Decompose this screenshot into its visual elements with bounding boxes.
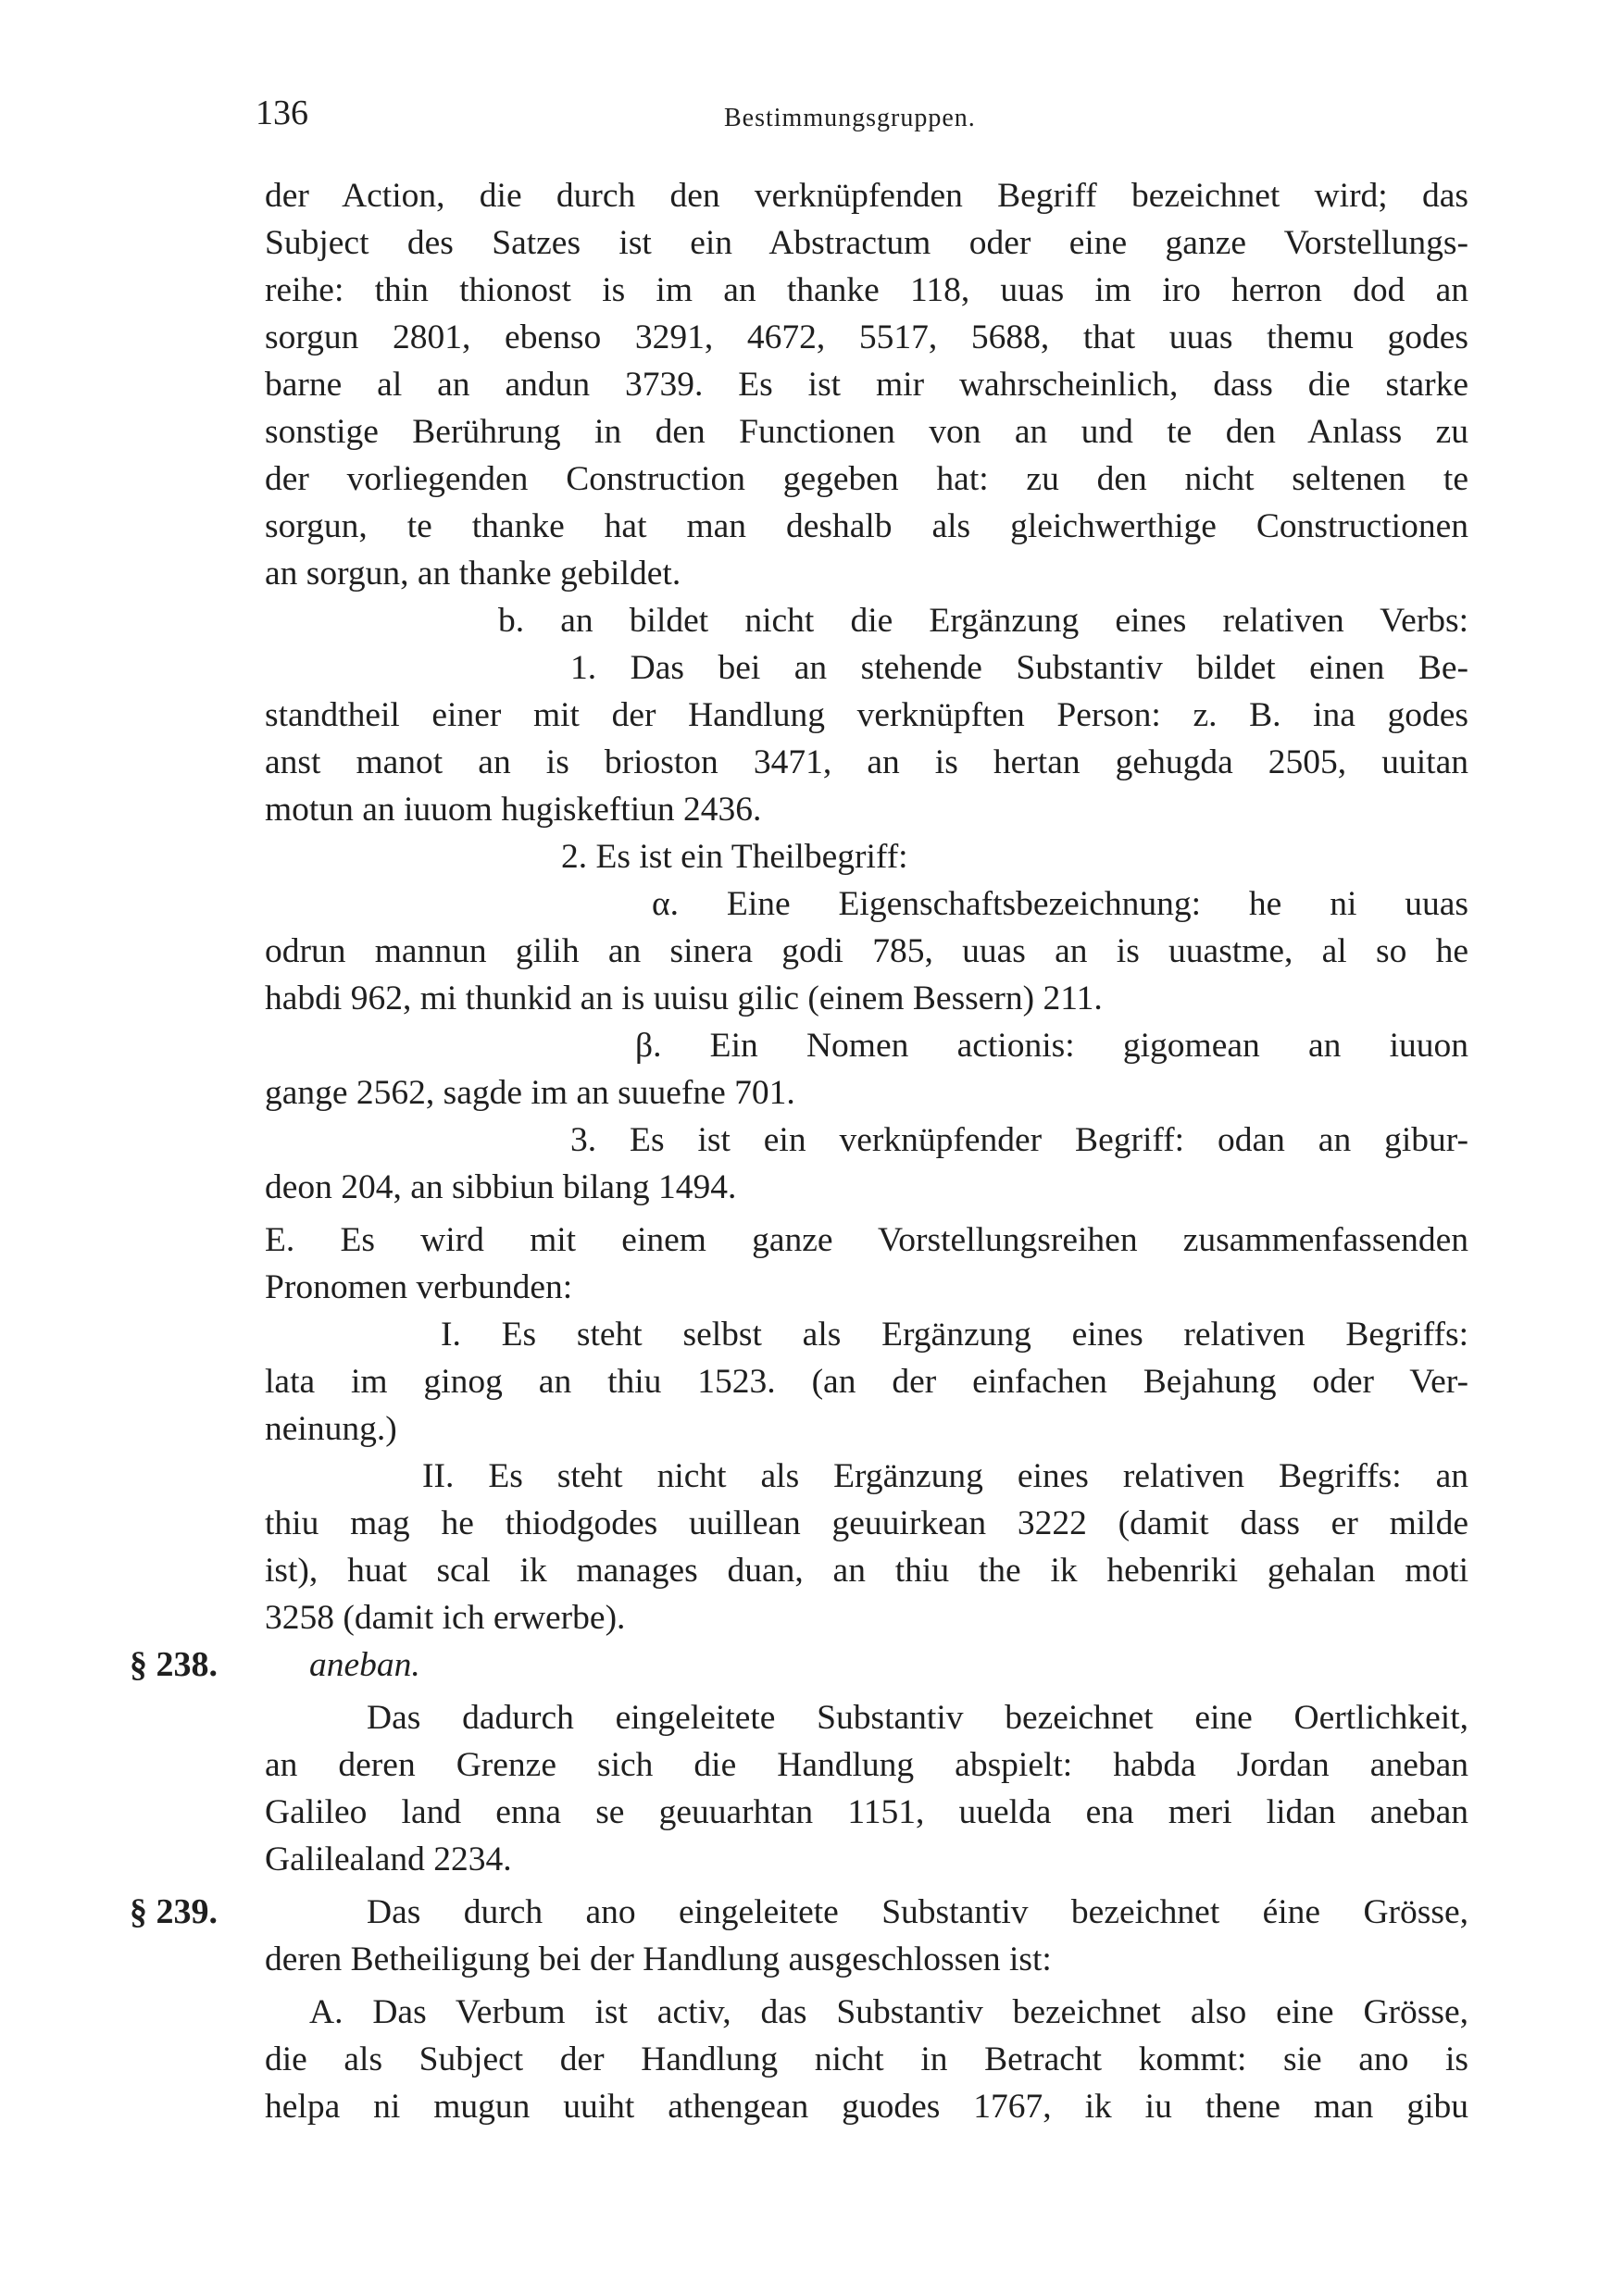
text-line: 2. Es ist ein Theilbegriff: bbox=[561, 838, 908, 876]
text-line: deon 204, an sibbiun bilang 1494. bbox=[265, 1168, 737, 1206]
text-line: Galileo land enna se geuuarhtan 1151, uuelda ena meri lidan aneban bbox=[265, 1793, 1468, 1831]
text-line: anst manot an is brioston 3471, an is hertan gehugda 2505, uuitan bbox=[265, 743, 1468, 781]
text-line: sonstige Berührung in den Functionen von an und te den Anlass zu bbox=[265, 413, 1468, 451]
text-line: motun an iuuom hugiskeftiun 2436. bbox=[265, 791, 762, 829]
text-line: sorgun, te thanke hat man deshalb als gleichwerthige Constructionen bbox=[265, 507, 1468, 545]
body-text bbox=[130, 172, 1468, 2130]
text-line: 3258 (damit ich erwerbe). bbox=[265, 1599, 626, 1637]
text-line: an deren Grenze sich die Handlung abspielt: habda Jordan aneban bbox=[265, 1746, 1468, 1784]
text-line: thiu mag he thiodgodes uuillean geuuirkean 3222 (damit dass er milde bbox=[265, 1504, 1468, 1542]
page-number: 136 bbox=[256, 94, 308, 132]
text-line: 1. Das bei an stehende Substantiv bildet einen Be- bbox=[570, 649, 1468, 687]
text-line: I. Es steht selbst als Ergänzung eines relativen Begriffs: bbox=[441, 1316, 1468, 1354]
text-line: barne al an andun 3739. Es ist mir wahrscheinlich, dass die starke bbox=[265, 366, 1468, 404]
text-line-content: Das durch ano eingeleitete Substantiv bezeichnet éine Grösse, bbox=[367, 1893, 1468, 1931]
text-line: der Action, die durch den verknüpfenden Begriff bezeichnet wird; das bbox=[265, 177, 1468, 215]
text-line: an sorgun, an thanke gebildet. bbox=[265, 555, 681, 593]
text-line: b. an bildet nicht die Ergänzung eines relativen Verbs: bbox=[498, 602, 1468, 640]
text-line: die als Subject der Handlung nicht in Betracht kommt: sie ano is bbox=[265, 2040, 1468, 2078]
section-239-line bbox=[130, 1889, 1468, 1936]
text-line: Pronomen verbunden: bbox=[265, 1268, 573, 1306]
section-number-238: § 238. bbox=[130, 1645, 218, 1684]
text-line: odrun mannun gilih an sinera godi 785, uuas an is uuastme, al so he bbox=[265, 932, 1468, 970]
section-number-239: § 239. bbox=[130, 1892, 218, 1931]
text-line: habdi 962, mi thunkid an is uuisu gilic (einem Bessern) 211. bbox=[265, 980, 1103, 1017]
running-title: Bestimmungsgruppen. bbox=[724, 104, 976, 132]
text-line: 3. Es ist ein verknüpfender Begriff: odan an gibur- bbox=[570, 1121, 1468, 1159]
text-line: ist), huat scal ik manages duan, an thiu the ik hebenriki gehalan moti bbox=[265, 1552, 1468, 1590]
text-line: lata im ginog an thiu 1523. (an der einfachen Bejahung oder Ver- bbox=[265, 1363, 1468, 1401]
text-line: neinung.) bbox=[265, 1410, 397, 1448]
text-line: II. Es steht nicht als Ergänzung eines relativen Begriffs: an bbox=[422, 1457, 1468, 1495]
text-line: gange 2562, sagde im an suuefne 701. bbox=[265, 1074, 795, 1112]
text-line: Das dadurch eingeleitete Substantiv bezeichnet eine Oertlichkeit, bbox=[367, 1699, 1468, 1737]
section-keyword: aneban. bbox=[309, 1646, 420, 1684]
text-line: β. Ein Nomen actionis: gigomean an iuuon bbox=[635, 1027, 1468, 1065]
text-line: der vorliegenden Construction gegeben hat: zu den nicht seltenen te bbox=[265, 460, 1468, 498]
text-line: Galilealand 2234. bbox=[265, 1841, 512, 1878]
text-line: helpa ni mugun uuiht athengean guodes 1767, ik iu thene man gibu bbox=[265, 2088, 1468, 2126]
section-238-line bbox=[130, 1641, 1468, 1689]
text-line: α. Eine Eigenschaftsbezeichnung: he ni uuas bbox=[652, 885, 1468, 923]
text-line: sorgun 2801, ebenso 3291, 4672, 5517, 5688, that uuas themu godes bbox=[265, 318, 1468, 356]
text-line: deren Betheiligung bei der Handlung ausgeschlossen ist: bbox=[265, 1940, 1052, 1978]
page-header bbox=[256, 93, 1459, 148]
text-line: Subject des Satzes ist ein Abstractum oder eine ganze Vorstellungs- bbox=[265, 224, 1468, 262]
text-line: E. Es wird mit einem ganze Vorstellungsreihen zusammenfassenden bbox=[265, 1221, 1468, 1259]
text-line: reihe: thin thionost is im an thanke 118, uuas im iro herron dod an bbox=[265, 271, 1468, 309]
text-line: A. Das Verbum ist activ, das Substantiv bezeichnet also eine Grösse, bbox=[309, 1993, 1468, 2031]
text-line: standtheil einer mit der Handlung verknüpften Person: z. B. ina godes bbox=[265, 696, 1468, 734]
